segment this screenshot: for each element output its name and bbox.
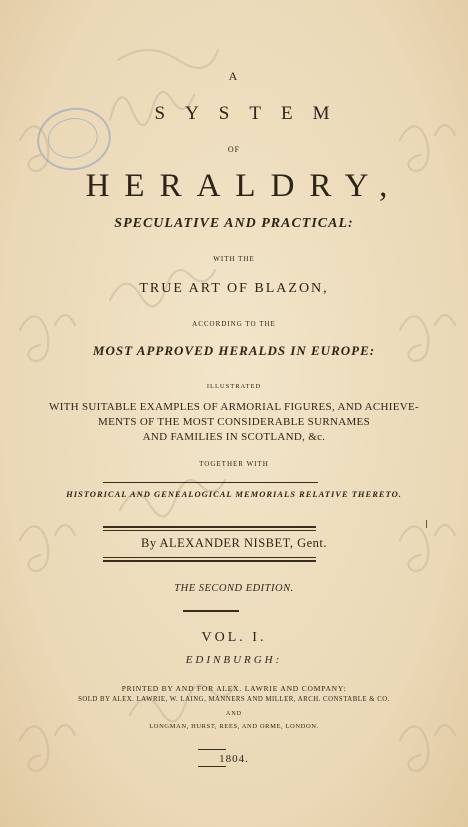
margin-mark	[426, 520, 427, 528]
imprint-and: AND	[226, 711, 242, 717]
subtitle-historical: HISTORICAL AND GENEALOGICAL MEMORIALS RELATIVE THERETO.	[66, 489, 402, 499]
title-article: A	[228, 69, 240, 83]
author-line: By ALEXANDER NISBET, Gent.	[140, 536, 328, 550]
title-system: SYSTEM	[154, 103, 350, 124]
divider-rule-double-bottom-thin	[103, 557, 316, 558]
imprint-year: 1804.	[219, 753, 249, 765]
subtitle-with-the: WITH THE	[213, 255, 255, 263]
imprint-place: EDINBURGH:	[185, 654, 283, 666]
edition-line: THE SECOND EDITION.	[174, 583, 294, 594]
subtitle-most-approved: MOST APPROVED HERALDS IN EUROPE:	[92, 343, 376, 358]
imprint-printed-by: PRINTED BY AND FOR ALEX. LAWRIE AND COMPANY:	[121, 684, 347, 693]
volume-label: VOL. I.	[201, 630, 267, 645]
divider-rule-double-top-thin	[103, 530, 316, 531]
examples-line-1: WITH SUITABLE EXAMPLES OF ARMORIAL FIGURES, AND ACHIEVE-	[49, 401, 419, 413]
subtitle-according: ACCORDING TO THE	[192, 320, 276, 328]
divider-rule	[103, 482, 318, 483]
imprint-london: LONGMAN, HURST, REES, AND ORME, LONDON.	[149, 723, 319, 730]
title-of: OF	[227, 145, 241, 154]
subtitle-illustrated: ILLUSTRATED	[206, 383, 262, 390]
divider-rule-double-top	[103, 526, 316, 528]
subtitle-true-art: TRUE ART OF BLAZON,	[139, 281, 329, 296]
subtitle-together-with: TOGETHER WITH	[199, 460, 269, 468]
year-rule-bottom	[198, 766, 226, 767]
title-heraldry: HERALDRY,	[85, 168, 403, 204]
divider-rule-double-bottom	[103, 560, 316, 562]
examples-line-3: AND FAMILIES IN SCOTLAND, &c.	[142, 431, 326, 443]
examples-line-2: MENTS OF THE MOST CONSIDERABLE SURNAMES	[98, 416, 370, 428]
ornament-rule	[183, 610, 239, 612]
imprint-sold-by: SOLD BY ALEX. LAWRIE, W. LAING, MANNERS AND MILLER, ARCH. CONSTABLE & CO.	[78, 696, 390, 703]
year-rule-top	[198, 749, 226, 750]
subtitle-speculative: SPECULATIVE AND PRACTICAL:	[114, 216, 354, 231]
